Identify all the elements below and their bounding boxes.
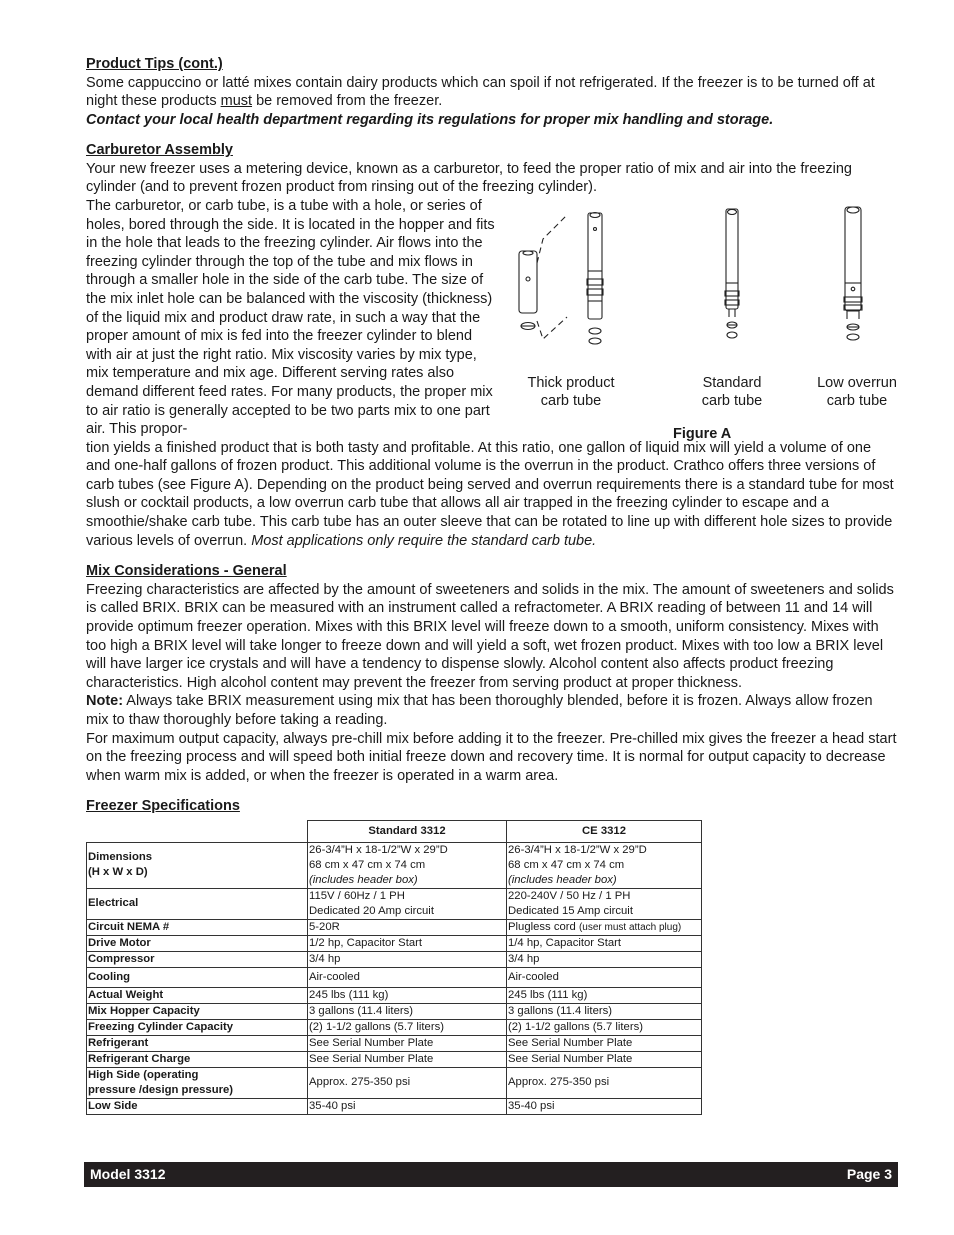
- table-row: Cooling Air-cooled Air-cooled: [87, 967, 702, 987]
- figure-a: [481, 201, 901, 441]
- note-label: Note:: [86, 693, 124, 710]
- health-department-note: Contact your local health department regarding its regulations for proper mix handling and storage.: [86, 111, 774, 128]
- table-row: Actual Weight 245 lbs (111 kg) 245 lbs (111 kg): [87, 987, 702, 1003]
- product-tips-paragraph: Some cappuccino or latté mixes contain dairy products which can spoil if not refrigerated. If the freezer is to be turned off at night these products must be removed from the freezer.: [86, 74, 875, 110]
- table-header-row: [87, 820, 702, 842]
- carburetor-description: The carburetor, or carb tube, is a tube with a hole, or series of holes, bored through the side. It is located in the hopper and fits in the hole that leads to the freezing cylinder. Air flows into the freezing cylinder through the top of the tube and mix flows in through a smaller hole in the side of the carb tube. The size of the mix inlet hole can be balanced with the viscosity (thickness) of the liquid mix and product draw rate, in such a way that the proper amount of mix is fed into the freezer cylinder to blend with air at just the right ratio. Mix viscosity varies by mix type, mix temperature and mix age. Different serving rates also demand different feed rates. For many products, the proper mix to air ratio is generally accepted to be two parts mix to one part air. This propor-: [86, 197, 495, 438]
- must-emphasis: must: [220, 93, 253, 110]
- table-row: Drive Motor 1/2 hp, Capacitor Start 1/4 hp, Capacitor Start: [87, 935, 702, 951]
- footer-page-number: Page 3: [846, 1166, 892, 1182]
- specs-heading: Freezer Specifications: [86, 798, 240, 815]
- carb-tubes-illustration: [481, 201, 901, 371]
- page-footer: [84, 1162, 898, 1187]
- mix-prechill-paragraph: For maximum output capacity, always pre-chill mix before adding it to the freezer. Pre-chilled mix gives the freezer a head start on the freezing process and will speed both initial freeze down and recovery time. It is normal for output capacity to decrease when warm mix is added, or when the freezer is operated in a warm area.: [86, 730, 897, 784]
- carburetor-continued: tion yields a finished product that is both tasty and profitable. At this ratio, one gallon of liquid mix will yield a volume of one and one-half gallons of frozen product. This additional volume is the overrun in the product. Crathco offers three versions of carb tubes (see Figure A). Depending on the product being served and overrun requirements there is a standard tube for most slush or cocktail products, a low overrun carb tube that allows all air trapped in the freezing cylinder to escape and a smoothie/shake carb tube. This carb tube has an outer sleeve that can be rotated to line up with different hole sizes to provide various levels of overrun. Most applications only require the standard carb tube.: [86, 439, 894, 549]
- standard-tube-note: Most applications only require the standard carb tube.: [251, 532, 597, 549]
- carburetor-section: [86, 197, 898, 442]
- caption-thick-product: Thick product carb tube: [527, 374, 615, 409]
- table-row: Electrical 115V / 60Hz / 1 PH Dedicated 20 Amp circuit 220-240V / 50 Hz / 1 PH Dedicated 15 Amp circuit: [87, 888, 702, 919]
- table-row: Low Side 35-40 psi 35-40 psi: [87, 1098, 702, 1114]
- page-content: [86, 55, 898, 1115]
- caption-standard: Standard carb tube: [701, 374, 763, 409]
- table-row: High Side (operating pressure /design pressure) Approx. 275-350 psi Approx. 275-350 psi: [87, 1067, 702, 1098]
- table-row: Compressor 3/4 hp 3/4 hp: [87, 951, 702, 967]
- table-row: Mix Hopper Capacity 3 gallons (11.4 liters) 3 gallons (11.4 liters): [87, 1003, 702, 1019]
- mix-heading: Mix Considerations - General: [86, 563, 287, 580]
- column-standard: Standard 3312: [308, 820, 507, 842]
- table-row: Dimensions (H x W x D) 26-3/4”H x 18-1/2”W x 29”D 68 cm x 47 cm x 74 cm (includes header box) 26-3/4”H x 18-1/2”W x 29”D 68 cm x 47 cm x 74 cm (includes header box): [87, 842, 702, 888]
- footer-model: Model 3312: [90, 1166, 166, 1182]
- mix-brix-paragraph: Freezing characteristics are affected by the amount of sweeteners and solids in the mix. The amount of sweeteners and solids is called BRIX. BRIX can be measured with an instrument called a refractometer. A BRIX reading of between 11 and 14 will provide optimum freezer operation. Mixes with this BRIX level will freeze down to a smooth, uniform consistency. Mixes with too high a BRIX level will take longer to freeze down and will yield a soft, wet frozen product. Mixes with too low a BRIX level will have larger ice crystals and will have a tendency to dispense slowly. Alcohol content also affects product freezing characteristics. High alcohol content may prevent the freezer from serving product at proper thickness.: [86, 581, 894, 691]
- table-row: Circuit NEMA # 5-20R Plugless cord (user must attach plug): [87, 919, 702, 935]
- carburetor-heading: Carburetor Assembly: [86, 142, 233, 159]
- table-row: Refrigerant Charge See Serial Number Plate See Serial Number Plate: [87, 1051, 702, 1067]
- product-tips-heading: Product Tips (cont.): [86, 56, 223, 72]
- column-ce: CE 3312: [507, 820, 702, 842]
- figure-title: Figure A: [673, 425, 732, 442]
- table-row: Refrigerant See Serial Number Plate See Serial Number Plate: [87, 1035, 702, 1051]
- caption-low-overrun: Low overrun carb tube: [817, 374, 897, 409]
- carburetor-intro: Your new freezer uses a metering device, known as a carburetor, to feed the proper ratio of mix and air into the freezing cylinder (and to prevent frozen product from rinsing out of the freezing cylinder).: [86, 160, 852, 196]
- mix-note-paragraph: Note: Always take BRIX measurement using mix that has been thoroughly blended, before it is frozen. Always allow frozen mix to thaw thoroughly before taking a reading.: [86, 693, 873, 728]
- table-row: Freezing Cylinder Capacity (2) 1-1/2 gallons (5.7 liters) (2) 1-1/2 gallons (5.7 liters): [87, 1019, 702, 1035]
- specifications-table: [86, 820, 702, 1115]
